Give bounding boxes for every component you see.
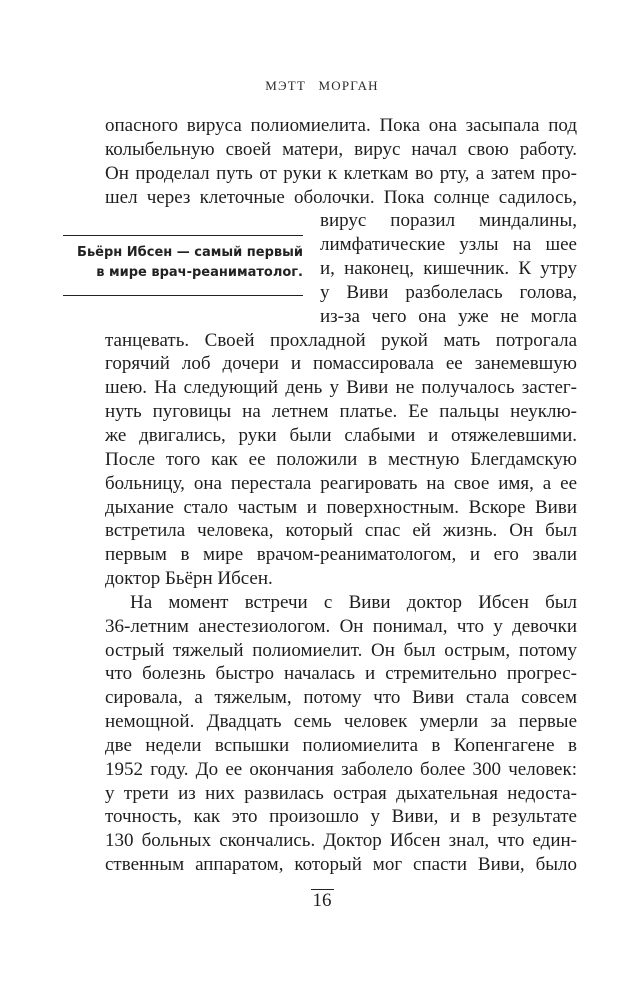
text-line: ственным аппаратом, который мог спасти Виви, было: [105, 854, 577, 876]
page-number-text: 16: [312, 890, 332, 911]
text-line: шею. На следующий день у Виви не получалось застег-: [105, 377, 577, 399]
text-line: же двигались, руки были слабыми и отяжелевшими.: [105, 424, 577, 446]
text-line: у трети из них развилась острая дыхательная недоста-: [105, 782, 577, 804]
text-line-wrapped: лимфатические узлы на шее: [320, 234, 577, 256]
sidenote-pull-quote: [63, 235, 303, 296]
body-text: [105, 114, 577, 877]
text-line: сировала, а тяжелым, потому что Виви стала совсем: [105, 687, 577, 709]
running-head-author-first: МЭТТ: [265, 78, 307, 93]
running-head-author-last: МОРГАН: [318, 78, 379, 93]
text-line: острый тяжелый полиомиелит. Он был острым, потому: [105, 639, 577, 661]
text-line: что болезнь быстро началась и стремительно прогрес-: [105, 663, 577, 685]
text-line: 1952 году. До ее окончания заболело более 300 человек:: [105, 758, 577, 780]
sidenote-line: Бьёрн Ибсен — самый первый: [77, 245, 303, 260]
text-line: После того как ее положили в местную Блегдамскую: [105, 448, 577, 470]
text-line: больницу, она перестала реагировать на свое имя, а ее: [105, 472, 577, 494]
page-number: [0, 889, 644, 912]
text-line: колыбельную своей матери, вирус начал свою работу.: [105, 138, 577, 160]
text-line: немощной. Двадцать семь человек умерли за первые: [105, 711, 577, 733]
text-line-wrapped: вирус поразил миндалины,: [320, 210, 577, 232]
text-line-wrapped: и, наконец, кишечник. К утру: [320, 258, 577, 280]
text-line: 130 больных скончались. Доктор Ибсен знал, что един-: [105, 830, 577, 852]
text-line: первым в мире врачом-реаниматологом, и его звали: [105, 544, 577, 566]
text-line: точность, как это произошло у Виви, и в результате: [105, 806, 577, 828]
text-line: встретила человека, который спас ей жизнь. Он был: [105, 520, 577, 542]
text-line: горячий лоб дочери и помассировала ее занемевшую: [105, 353, 577, 375]
text-line: опасного вируса полиомиелита. Пока она засыпала под: [105, 115, 577, 136]
text-line: шел через клеточные оболочки. Пока солнце садилось,: [105, 186, 577, 208]
sidenote-line: в мире врач-реаниматолог.: [96, 265, 303, 280]
text-line: две недели вспышки полиомиелита в Копенгагене в: [105, 734, 577, 756]
paragraph-first-line: На момент встречи с Виви доктор Ибсен был: [130, 591, 577, 613]
running-head: [0, 78, 644, 94]
text-line: Он проделал путь от руки к клеткам во рту, а затем про-: [105, 162, 577, 184]
text-line-wrapped: у Виви разболелась голова,: [320, 281, 577, 303]
text-line: танцевать. Своей прохладной рукой мать потрогала: [105, 329, 577, 351]
text-line: дыхание стало частым и поверхностным. Вскоре Виви: [105, 496, 577, 518]
text-line-wrapped: из-за чего она уже не могла: [320, 305, 577, 327]
text-line: 36-летним анестезиологом. Он понимал, что у девочки: [105, 615, 577, 637]
paragraph-last-line: доктор Бьёрн Ибсен.: [105, 568, 273, 590]
text-line: нуть пуговицы на летнем платье. Ее пальцы неуклю-: [105, 401, 577, 423]
